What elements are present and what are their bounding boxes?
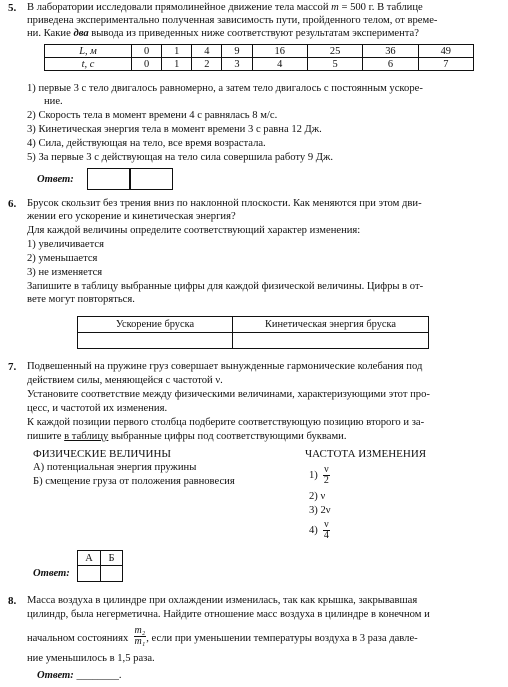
q5-text-line-3: ни. Какие два вывода из приведенных ниже соответствуют результатам эксперимента? — [27, 28, 419, 39]
q7-line-6: пишите в таблицу выбранные цифры под соответствующими буквами. — [27, 431, 347, 442]
q8-line-1: Масса воздуха в цилиндре при охлаждении изменилась, так как крышка, закрывавшая — [27, 595, 418, 606]
q5-number: 5. — [8, 2, 17, 14]
table-cell: 6 — [363, 58, 418, 71]
q6-choice-3: 3) не изменяется — [27, 267, 103, 278]
q5-option-2: 2) Скорость тела в момент времени 4 с равнялась 8 м/с. — [27, 110, 278, 121]
q8-line-2: цилиндр, была негерметична. Найдите отношение масс воздуха в цилиндре в конечном и — [27, 609, 430, 620]
table-cell: 25 — [307, 45, 362, 58]
q5-text-line-1: В лаборатории исследовали прямолинейное движение тела массой m = 500 г. В таблице — [27, 2, 423, 13]
q6-number: 6. — [8, 198, 17, 210]
q7-option-4: 4) $\frac{\nu}{4}$ — [309, 519, 329, 541]
q7-answer-table — [77, 550, 123, 582]
q6-col-kinetic-energy: Кинетическая энергия бруска — [233, 317, 429, 333]
q5-text-line-2: приведена экспериментально полученная зависимость пути, пройденного телом, от време- — [27, 15, 438, 26]
q7-line-1: Подвешенный на пружине груз совершает вынужденные гармонические колебания под — [27, 361, 423, 372]
table-row — [78, 333, 429, 349]
table-row — [78, 551, 123, 566]
q7-option-1: 1) $\frac{\nu}{2}$ — [309, 464, 329, 486]
q7-answer-cell-b[interactable] — [101, 566, 123, 582]
row-label-L: L, м — [45, 45, 132, 58]
q7-left-item-a: А) потенциальная энергия пружины — [33, 462, 197, 473]
table-cell: 1 — [162, 58, 192, 71]
q7-right-title: ЧАСТОТА ИЗМЕНЕНИЯ — [305, 448, 427, 460]
q6-line-7: Запишите в таблицу выбранные цифры для каждой физической величины. Цифры в от- — [27, 281, 424, 292]
q6-choice-2: 2) уменьшается — [27, 253, 98, 264]
table-cell: 5 — [307, 58, 362, 71]
table-cell: 49 — [418, 45, 473, 58]
q7-number: 7. — [8, 361, 17, 373]
q5-answer-label: Ответ: — [37, 174, 74, 185]
q6-line-2: жении его ускорение и кинетическая энергия? — [27, 211, 236, 222]
q7-answer-label: Ответ: — [33, 568, 70, 579]
table-row — [45, 58, 474, 71]
q7-option-3: 3) 2ν — [309, 505, 331, 516]
q6-answer-table — [77, 316, 429, 349]
q8-answer: Ответ: ________. — [37, 670, 122, 681]
q5-answer-cell-2[interactable] — [129, 168, 173, 190]
table-cell: 2 — [192, 58, 222, 71]
q5-data-table — [44, 44, 474, 71]
table-cell: 9 — [222, 45, 252, 58]
table-cell: 36 — [363, 45, 418, 58]
table-cell: 3 — [222, 58, 252, 71]
q5-answer-cell-1[interactable] — [87, 168, 131, 190]
table-row — [45, 45, 474, 58]
q7-col-a: А — [78, 551, 101, 566]
table-row — [78, 317, 429, 333]
table-cell: 1 — [162, 45, 192, 58]
q6-line-8: вете могут повторяться. — [27, 294, 135, 305]
q5-option-4: 4) Сила, действующая на тело, все время возрастала. — [27, 138, 266, 149]
q7-answer-cell-a[interactable] — [78, 566, 101, 582]
q6-col-acceleration: Ускорение бруска — [78, 317, 233, 333]
table-cell: 16 — [252, 45, 307, 58]
q5-option-1: 1) первые 3 с тело двигалось равномерно, а затем тело двигалось с постоянным ускоре- — [27, 83, 423, 94]
q5-option-5: 5) За первые 3 с действующая на тело сила совершила работу 9 Дж. — [27, 152, 334, 163]
q8-answer-blank[interactable]: ________. — [76, 670, 122, 681]
q6-choice-1: 1) увеличивается — [27, 239, 104, 250]
q8-number: 8. — [8, 595, 17, 607]
table-cell: 0 — [132, 45, 162, 58]
table-cell: 7 — [418, 58, 473, 71]
table-cell: 4 — [252, 58, 307, 71]
q6-line-1: Брусок скользит без трения вниз по наклонной плоскости. Как меняются при этом дви- — [27, 198, 422, 209]
row-label-t: t, с — [45, 58, 132, 71]
q7-line-2: действием силы, меняющейся с частотой ν. — [27, 375, 223, 386]
q7-left-item-b: Б) смещение груза от положения равновесия — [33, 476, 235, 487]
q7-option-2: 2) ν — [309, 491, 326, 502]
table-cell: 0 — [132, 58, 162, 71]
q6-answer-cell-2[interactable] — [233, 333, 429, 349]
q5-option-3: 3) Кинетическая энергия тела в момент времени 3 с равна 12 Дж. — [27, 124, 322, 135]
q8-line-4: ние уменьшилось в 1,5 раза. — [27, 653, 155, 664]
q6-answer-cell-1[interactable] — [78, 333, 233, 349]
q8-line-3: начальном состояниях $\frac{\text{m₂}}{\text{m₁}}$ , если при уменьшении температуры воздуха в 3 раза давле- — [27, 625, 418, 647]
q7-line-4: цесс, и частотой их изменения. — [27, 403, 168, 414]
q6-line-3: Для каждой величины определите соответствующий характер изменения: — [27, 225, 361, 236]
q7-col-b: Б — [101, 551, 123, 566]
q7-line-5: К каждой позиции первого столбца подберите соответствующую позицию второго и за- — [27, 417, 425, 428]
q7-left-title: ФИЗИЧЕСКИЕ ВЕЛИЧИНЫ — [33, 448, 171, 460]
q5-option-1-cont: ние. — [44, 96, 63, 107]
q7-line-3: Установите соответствие между физическими величинами, характеризующими этот про- — [27, 389, 430, 400]
table-cell: 4 — [192, 45, 222, 58]
table-row — [78, 566, 123, 582]
